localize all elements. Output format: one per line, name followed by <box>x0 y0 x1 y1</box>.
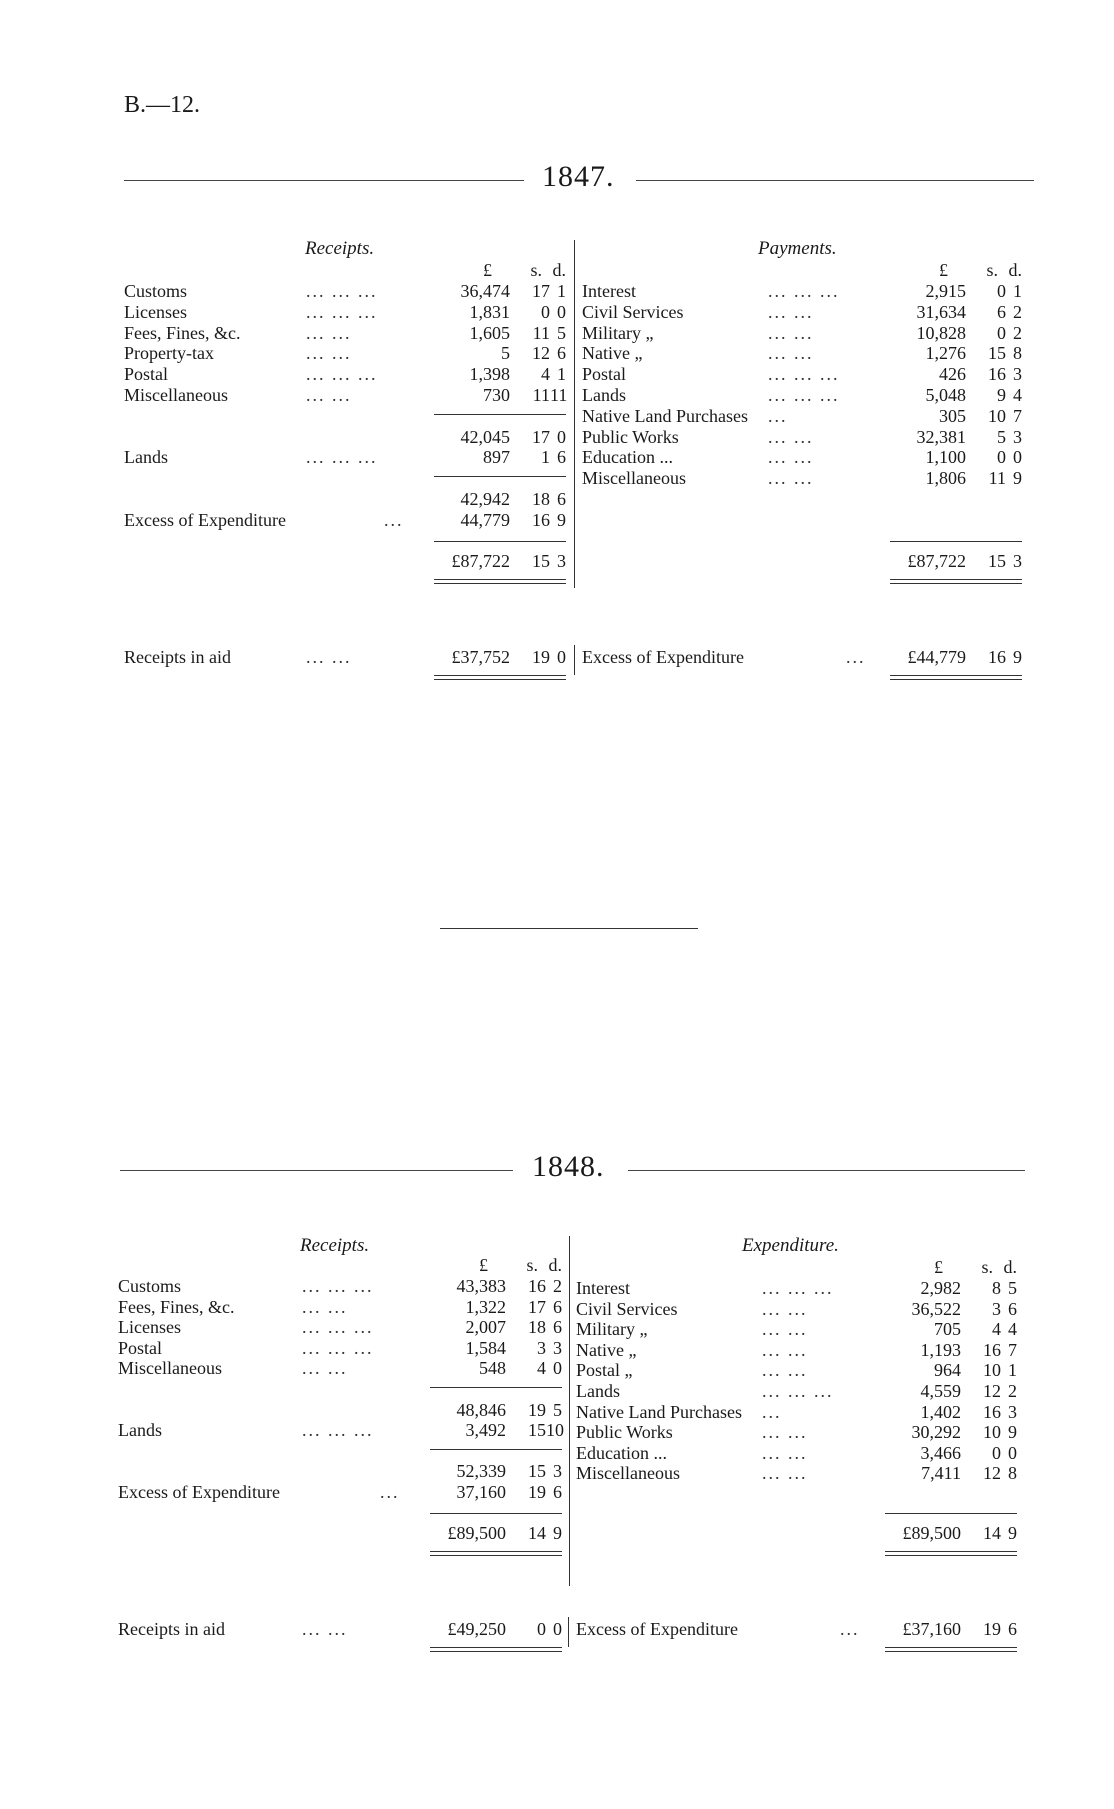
receipts-heading: Receipts. <box>305 238 375 259</box>
excess-summary-leader: ... <box>840 1619 860 1640</box>
excess-summary-row <box>576 1619 896 1640</box>
payment-amount-value: 1,193 16 7 <box>920 1339 1017 1360</box>
receipt-row-leader: ... ... <box>302 1358 348 1379</box>
payments-total-value: £89,500 14 9 <box>902 1523 1017 1544</box>
receipts-in-aid-label: Receipts in aid <box>118 1619 225 1640</box>
payment-amount-value: 1,806 11 9 <box>925 468 1022 489</box>
year-1848: 1848. <box>532 1150 605 1183</box>
payment-row-leader: ... ... <box>762 1319 808 1340</box>
payment-row <box>576 1402 896 1423</box>
currency-head-left: £ s. d. <box>483 260 566 280</box>
currency-head-right: £ s. d. <box>934 1257 1017 1277</box>
payment-row-label: Interest <box>582 281 636 301</box>
payment-row-leader: ... ... <box>768 468 814 489</box>
receipt-row <box>118 1276 438 1297</box>
payment-row-label: Miscellaneous <box>582 468 686 489</box>
payment-row-leader: ... ... ... <box>762 1381 834 1401</box>
payment-row <box>576 1299 896 1320</box>
receipts-subtotal <box>434 427 566 448</box>
payment-amount-value: 964 10 1 <box>934 1360 1017 1381</box>
excess-summary-row <box>582 647 902 668</box>
receipts-in-aid-label: Receipts in aid <box>124 647 231 668</box>
payments-total-value: £87,722 15 3 <box>907 551 1022 572</box>
payment-row <box>582 468 902 489</box>
payment-row-label: Public Works <box>576 1422 673 1443</box>
receipt-row-leader: ... ... <box>306 343 352 364</box>
payment-row <box>576 1381 896 1402</box>
receipts-in-aid-leader: ... ... <box>302 1619 348 1640</box>
receipts-in-aid-row <box>124 647 444 668</box>
payment-amount-value: 3,466 0 0 <box>920 1442 1017 1463</box>
receipt-row-label: Postal <box>124 364 169 385</box>
lands-row-label: Lands <box>124 447 168 468</box>
payment-row-leader: ... ... <box>768 322 814 343</box>
receipt-row <box>124 385 444 406</box>
payment-row-label: Public Works <box>582 426 679 447</box>
payment-row-leader: ... ... ... <box>768 281 840 301</box>
payment-amount-value: 10,828 0 2 <box>916 322 1022 343</box>
payment-amount <box>885 1340 1017 1361</box>
total-double-rule <box>434 579 566 584</box>
excess-summary-amount-value: £44,779 16 9 <box>907 647 1022 668</box>
payment-amount-value: 705 4 4 <box>934 1319 1017 1340</box>
summary-double-rule <box>885 1647 1017 1652</box>
receipt-amount-value: 36,474 17 1 <box>460 281 566 301</box>
payment-row-label: Native „ <box>576 1339 637 1360</box>
receipt-amount <box>430 1276 562 1297</box>
payment-row <box>576 1278 896 1299</box>
payment-amount <box>885 1299 1017 1320</box>
excess-amount-value: 37,160 19 6 <box>456 1482 562 1502</box>
receipt-row-leader: ... ... <box>302 1296 348 1317</box>
receipt-amount-value: 5 12 6 <box>501 343 566 364</box>
receipts-in-aid-amount-value: £49,250 0 0 <box>447 1619 562 1640</box>
receipt-amount <box>434 302 566 323</box>
payment-amount-value: 1,402 16 3 <box>920 1401 1017 1422</box>
receipt-row-leader: ... ... ... <box>306 364 378 385</box>
receipts-in-aid-amount-value: £37,752 19 0 <box>451 647 566 668</box>
payment-row-leader: ... ... <box>768 301 814 322</box>
payments-heading: Payments. <box>758 238 837 259</box>
payment-amount-value: 4,559 12 2 <box>920 1381 1017 1401</box>
payment-amount <box>885 1381 1017 1402</box>
receipts-heading: Receipts. <box>300 1235 370 1256</box>
total-double-rule <box>430 1551 562 1556</box>
section-divider <box>440 928 698 929</box>
excess-amount-value: 44,779 16 9 <box>460 509 566 530</box>
payment-amount-value: 305 10 7 <box>939 405 1022 426</box>
lands-amount-value: 897 1 6 <box>483 447 566 468</box>
payment-row <box>582 364 902 385</box>
total-rule <box>890 541 1022 542</box>
year-1847: 1847. <box>542 160 615 193</box>
receipt-amount <box>434 364 566 385</box>
excess-row <box>124 510 444 531</box>
excess-summary-label: Excess of Expenditure <box>582 647 744 668</box>
receipt-amount <box>430 1338 562 1359</box>
summary-double-rule <box>434 675 566 680</box>
column-divider <box>569 1236 570 1586</box>
payment-row-label: Native Land Purchases <box>582 405 748 426</box>
lands-row-label: Lands <box>118 1420 162 1441</box>
receipts-total-value: £89,500 14 9 <box>447 1523 562 1544</box>
payment-row-label: Military „ <box>576 1319 648 1340</box>
receipt-amount-value: 1,322 17 6 <box>465 1296 562 1317</box>
receipt-amount <box>434 281 566 302</box>
subtotal-rule <box>430 1387 562 1388</box>
receipts-subtotal-2 <box>434 489 566 510</box>
payment-row-leader: ... ... <box>762 1463 808 1484</box>
receipts-subtotal-value: 42,045 17 0 <box>460 426 566 447</box>
payment-amount <box>890 343 1022 364</box>
payment-amount <box>885 1360 1017 1381</box>
excess-summary-amount-value: £37,160 19 6 <box>902 1619 1017 1640</box>
summary-double-rule <box>890 675 1022 680</box>
receipt-amount <box>430 1317 562 1338</box>
payment-row-label: Native „ <box>582 343 643 364</box>
payment-row-leader: ... <box>762 1401 782 1422</box>
payment-row-label: Education ... <box>576 1442 667 1463</box>
total-double-rule <box>890 579 1022 584</box>
receipt-amount-value: 43,383 16 2 <box>456 1276 562 1296</box>
payment-row-label: Civil Services <box>576 1298 678 1319</box>
receipt-row <box>118 1317 438 1338</box>
payment-amount <box>885 1278 1017 1299</box>
payment-row-leader: ... <box>768 405 788 426</box>
payment-row-leader: ... ... ... <box>768 385 840 405</box>
receipt-row <box>124 323 444 344</box>
receipt-amount-value: 1,584 3 3 <box>465 1337 562 1358</box>
payment-row <box>582 302 902 323</box>
payment-amount-value: 2,915 0 1 <box>925 281 1022 301</box>
lands-row-leader: ... ... ... <box>306 447 378 468</box>
payment-row-leader: ... ... <box>768 343 814 364</box>
receipt-amount-value: 730 11 11 <box>483 385 568 405</box>
excess-amount <box>430 1482 562 1503</box>
payment-row-label: Postal <box>582 364 627 385</box>
receipt-amount-value: 1,605 11 5 <box>469 322 566 343</box>
payment-amount <box>885 1443 1017 1464</box>
excess-row-leader: ... <box>384 509 404 530</box>
payment-amount <box>885 1463 1017 1484</box>
receipts-subtotal-2-value: 52,339 15 3 <box>456 1461 562 1482</box>
payment-amount <box>890 468 1022 489</box>
column-divider <box>574 240 575 588</box>
receipts-subtotal-2-value: 42,942 18 6 <box>460 489 566 509</box>
lands-amount <box>434 447 566 468</box>
year-heading-1847 <box>124 160 1034 200</box>
receipt-row-leader: ... ... ... <box>306 301 378 322</box>
receipt-amount-value: 1,831 0 0 <box>469 301 566 322</box>
receipt-amount <box>430 1297 562 1318</box>
payment-row <box>582 343 902 364</box>
payment-row <box>582 323 902 344</box>
payment-amount <box>890 427 1022 448</box>
payment-row-leader: ... ... <box>762 1339 808 1360</box>
payment-row-leader: ... ... <box>762 1422 808 1443</box>
payment-amount-value: 426 16 3 <box>939 364 1022 385</box>
excess-row <box>118 1482 438 1503</box>
subtotal-rule <box>430 1449 562 1450</box>
lands-amount-value: 3,492 15 10 <box>465 1420 564 1441</box>
payment-row <box>582 385 902 406</box>
excess-amount <box>434 510 566 531</box>
total-rule <box>434 541 566 542</box>
receipt-row-leader: ... ... ... <box>302 1337 374 1358</box>
receipts-in-aid-amount <box>434 647 566 668</box>
receipt-amount <box>430 1358 562 1379</box>
excess-summary-amount <box>885 1619 1017 1640</box>
payment-row <box>582 281 902 302</box>
lands-amount <box>430 1420 562 1441</box>
receipt-row-label: Miscellaneous <box>124 385 228 405</box>
receipt-row-label: Miscellaneous <box>118 1358 222 1379</box>
total-rule <box>430 1513 562 1514</box>
excess-row-leader: ... <box>380 1482 400 1502</box>
excess-summary-leader: ... <box>846 647 866 668</box>
payment-row-label: Lands <box>582 385 626 405</box>
summary-divider <box>568 1617 569 1647</box>
payment-row-label: Postal „ <box>576 1360 633 1381</box>
payment-amount-value: 36,522 3 6 <box>911 1298 1017 1319</box>
payment-amount <box>890 302 1022 323</box>
receipt-row-leader: ... ... ... <box>302 1276 374 1296</box>
subtotal-rule <box>434 414 566 415</box>
excess-summary-label: Excess of Expenditure <box>576 1619 738 1640</box>
payment-amount-value: 7,411 12 8 <box>921 1463 1017 1484</box>
receipt-row <box>118 1338 438 1359</box>
receipt-row-label: Licenses <box>124 301 187 322</box>
summary-divider <box>574 645 575 675</box>
lands-row-leader: ... ... ... <box>302 1420 374 1441</box>
payment-row-label: Interest <box>576 1278 630 1298</box>
receipt-row <box>124 281 444 302</box>
payment-row <box>582 406 902 427</box>
excess-row-label: Excess of Expenditure <box>124 509 286 530</box>
lands-row <box>124 447 444 468</box>
receipt-row-label: Fees, Fines, &c. <box>124 322 241 343</box>
summary-double-rule <box>430 1647 562 1652</box>
payment-row-label: Native Land Purchases <box>576 1401 742 1422</box>
payment-amount <box>885 1422 1017 1443</box>
payment-row-leader: ... ... ... <box>768 364 840 385</box>
payment-row-label: Miscellaneous <box>576 1463 680 1484</box>
payment-amount-value: 32,381 5 3 <box>916 426 1022 447</box>
receipt-row <box>124 364 444 385</box>
receipt-row-label: Customs <box>124 281 188 301</box>
payment-amount <box>885 1319 1017 1340</box>
payment-row <box>576 1360 896 1381</box>
payment-row-leader: ... ... <box>768 447 814 468</box>
page-id: B.—12. <box>124 92 201 118</box>
currency-head-right: £ s. d. <box>939 260 1022 280</box>
receipt-row-leader: ... ... <box>306 322 352 343</box>
receipts-in-aid-amount <box>430 1619 562 1640</box>
receipts-subtotal-value: 48,846 19 5 <box>456 1399 562 1420</box>
receipt-amount-value: 2,007 18 6 <box>465 1317 562 1338</box>
payment-row <box>576 1422 896 1443</box>
subtotal-rule <box>434 476 566 477</box>
payment-row-label: Military „ <box>582 322 654 343</box>
receipt-row-leader: ... ... ... <box>302 1317 374 1338</box>
payment-amount-value: 2,982 8 5 <box>920 1278 1017 1298</box>
payment-amount-value: 5,048 9 4 <box>925 385 1022 405</box>
year-heading-1848 <box>120 1150 1025 1190</box>
payment-amount <box>890 281 1022 302</box>
receipt-row <box>118 1297 438 1318</box>
payment-amount <box>890 323 1022 344</box>
payment-amount-value: 30,292 10 9 <box>911 1422 1017 1443</box>
payment-row-leader: ... ... <box>762 1298 808 1319</box>
payment-row-leader: ... ... <box>762 1360 808 1381</box>
payment-amount-value: 1,276 15 8 <box>925 343 1022 364</box>
payment-amount <box>890 385 1022 406</box>
payment-row <box>582 447 902 468</box>
payment-row-label: Lands <box>576 1381 620 1401</box>
receipt-row-leader: ... ... ... <box>306 281 378 301</box>
payment-amount <box>890 447 1022 468</box>
receipts-subtotal <box>430 1400 562 1421</box>
receipt-row <box>118 1358 438 1379</box>
receipts-total <box>430 1523 562 1544</box>
payment-amount <box>890 364 1022 385</box>
payment-row-label: Education ... <box>582 447 673 468</box>
currency-head-left: £ s. d. <box>479 1255 562 1275</box>
receipts-total <box>434 551 566 572</box>
payment-amount <box>885 1402 1017 1423</box>
receipt-row-label: Property-tax <box>124 343 214 364</box>
receipt-amount-value: 548 4 0 <box>479 1358 562 1379</box>
payment-amount-value: 31,634 6 2 <box>916 301 1022 322</box>
payments-total <box>890 551 1022 572</box>
payment-row-leader: ... ... <box>768 426 814 447</box>
payment-amount <box>890 406 1022 427</box>
receipt-amount <box>434 343 566 364</box>
payment-row <box>576 1319 896 1340</box>
expenditure-heading: Expenditure. <box>742 1235 839 1256</box>
receipts-total-value: £87,722 15 3 <box>451 551 566 572</box>
lands-row <box>118 1420 438 1441</box>
receipt-row-label: Customs <box>118 1276 182 1296</box>
payment-row <box>576 1463 896 1484</box>
excess-summary-amount <box>890 647 1022 668</box>
payment-row <box>576 1443 896 1464</box>
receipt-amount-value: 1,398 4 1 <box>469 364 566 385</box>
payment-row <box>582 427 902 448</box>
receipt-amount <box>434 385 566 406</box>
receipts-in-aid-leader: ... ... <box>306 647 352 668</box>
receipt-row-label: Postal <box>118 1337 163 1358</box>
receipt-row <box>124 302 444 323</box>
excess-row-label: Excess of Expenditure <box>118 1482 280 1502</box>
receipt-row <box>124 343 444 364</box>
payments-total <box>885 1523 1017 1544</box>
payment-row-leader: ... ... ... <box>762 1278 834 1298</box>
payment-row-label: Civil Services <box>582 301 684 322</box>
payment-amount-value: 1,100 0 0 <box>925 447 1022 468</box>
receipt-row-leader: ... ... <box>306 385 352 405</box>
payment-row <box>576 1340 896 1361</box>
receipts-in-aid-row <box>118 1619 438 1640</box>
receipt-amount <box>434 323 566 344</box>
receipt-row-label: Licenses <box>118 1317 181 1338</box>
payment-row-leader: ... ... <box>762 1442 808 1463</box>
receipts-subtotal-2 <box>430 1461 562 1482</box>
total-rule <box>885 1513 1017 1514</box>
total-double-rule <box>885 1551 1017 1556</box>
receipt-row-label: Fees, Fines, &c. <box>118 1296 235 1317</box>
